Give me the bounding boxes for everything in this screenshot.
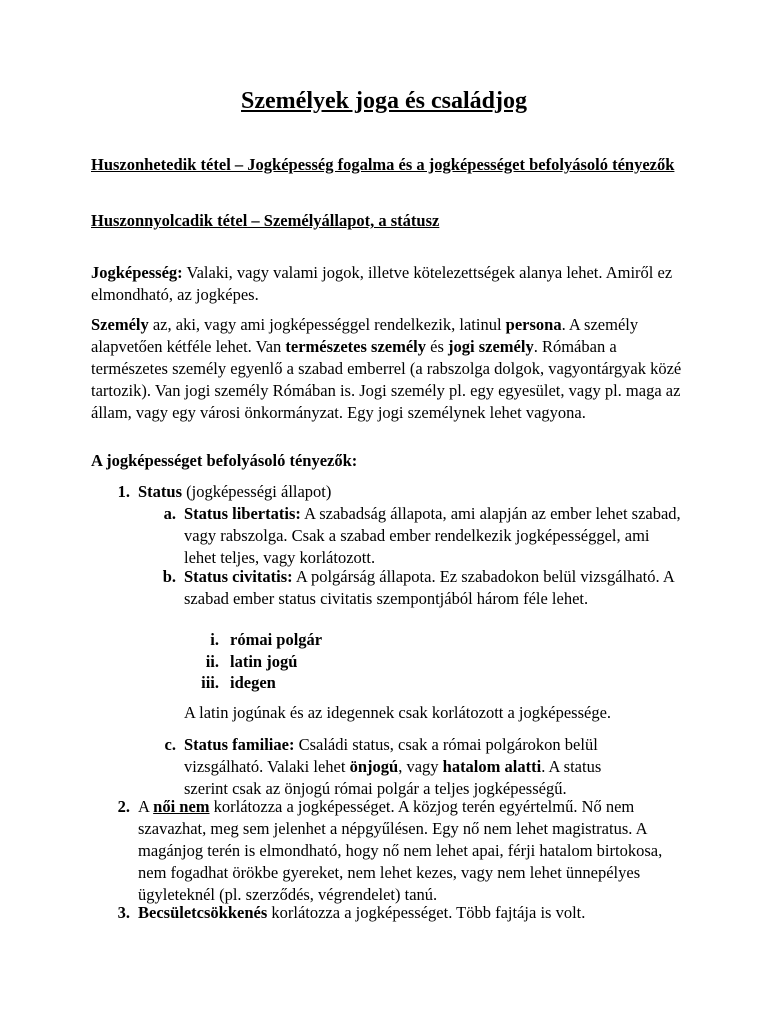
text-run: korlátozza a jogképességet. Több fajtája is volt. (267, 903, 586, 922)
section-heading-27: Huszonhetedik tétel – Jogképesség fogalma és a jogképességet befolyásoló tényezők (91, 155, 675, 174)
list-item-text (138, 796, 678, 906)
document-title: Személyek joga és családjog (241, 88, 527, 114)
text-run: A szabadság állapota, ami alapján az ember lehet szabad, vagy rabszolga. Csak a szabad ember rendelkezik jogképességgel, ami lehet teljes, vagy korlátozott. (184, 504, 681, 567)
paragraph-text: Valaki, vagy valami jogok, illetve kötelezettségek alanya lehet. Amiről ez elmondható, az jogképes. (91, 263, 673, 304)
list-marker: b. (162, 567, 176, 586)
term-becsuletcsokkenes: Becsületcsökkenés (138, 903, 268, 922)
text-run: . A személy alapvetően kétféle lehet. Van (91, 315, 639, 356)
paragraph-szemely (91, 314, 686, 424)
factors-heading: A jogképességet befolyásoló tényezők: (91, 451, 358, 470)
term-termeszetes-szemely: természetes személy (285, 337, 427, 356)
list-marker: 2. (117, 797, 130, 816)
list-item-text (184, 734, 644, 800)
list-marker: c. (164, 735, 176, 754)
term-noi-nem: női nem (153, 797, 210, 816)
list-marker: iii. (201, 673, 219, 692)
term-jogi-szemely: jogi személy (448, 337, 534, 356)
text-run: A (138, 797, 154, 816)
list-marker: ii. (205, 652, 219, 671)
term-hatalom-alatti: hatalom alatti (442, 757, 542, 776)
list-marker: 3. (117, 903, 130, 922)
list-marker: 1. (117, 482, 130, 501)
section-heading-28: Huszonnyolcadik tétel – Személyállapot, a státusz (91, 211, 440, 230)
term-status-libertatis: Status libertatis: (184, 504, 301, 523)
list-item-text: latin jogú (230, 652, 298, 671)
list-item-text (138, 902, 678, 924)
list-marker: i. (210, 630, 219, 649)
text-run: az, aki, vagy ami jogképességgel rendelkezik, latinul (148, 315, 506, 334)
text-run: korlátozza a jogképességet. A közjog terén egyértelmű. Nő nem szavazhat, meg sem jelenhet a népgyűlésen. Egy nő nem lehet magistratus. A magánjog terén is elmondható, hogy nő nem lehet apai, férji hatalom birtokosa, nem fogadhat örökbe gyereket, nem lehet kezes, vagy nem lehet ünnepélyes ügyleteknél (pl. szerződés, végrendelet) tanú. (138, 797, 663, 904)
latin-note: A latin jogúnak és az idegennek csak korlátozott a jogképessége. (184, 703, 612, 722)
term-status-familiae: Status familiae: (184, 735, 295, 754)
paragraph-jogkepesseg (91, 262, 686, 306)
text-run: . Rómában a természetes személy egyenlő a szabad emberrel (a rabszolga dolgok, vagyontárgyak közé tartozik). Van jogi személy Rómában is. Jogi személy pl. egy egyesület, vagy pl. maga az állam, vagy egy városi önkormányzat. Egy jogi személynek lehet vagyona. (91, 337, 682, 422)
list-item-text (138, 481, 678, 503)
text-run: (jogképességi állapot) (182, 482, 332, 501)
text-run: A polgárság állapota. Ez szabadokon belül vizsgálható. A szabad ember status civitatis szempontjából három féle lehet. (184, 567, 674, 608)
list-item-text (184, 566, 674, 610)
text-run: . A status szerint csak az önjogú római polgár a teljes jogképességű. (184, 757, 602, 798)
list-item-text: idegen (230, 673, 276, 692)
list-marker: a. (163, 504, 176, 523)
text-run: , vagy (398, 757, 443, 776)
term-persona: persona (505, 315, 562, 334)
term-szemely: Személy (91, 315, 149, 334)
list-item-text (184, 503, 684, 569)
term-onjogu: önjogú (349, 757, 399, 776)
text-run: Családi status, csak a római polgárokon belül vizsgálható. Valaki lehet (184, 735, 598, 776)
term-status-civitatis: Status civitatis: (184, 567, 293, 586)
text-run: és (426, 337, 449, 356)
term-status: Status (138, 482, 183, 501)
list-item-text: római polgár (230, 630, 323, 649)
term-jogkepesseg: Jogképesség: (91, 263, 183, 282)
